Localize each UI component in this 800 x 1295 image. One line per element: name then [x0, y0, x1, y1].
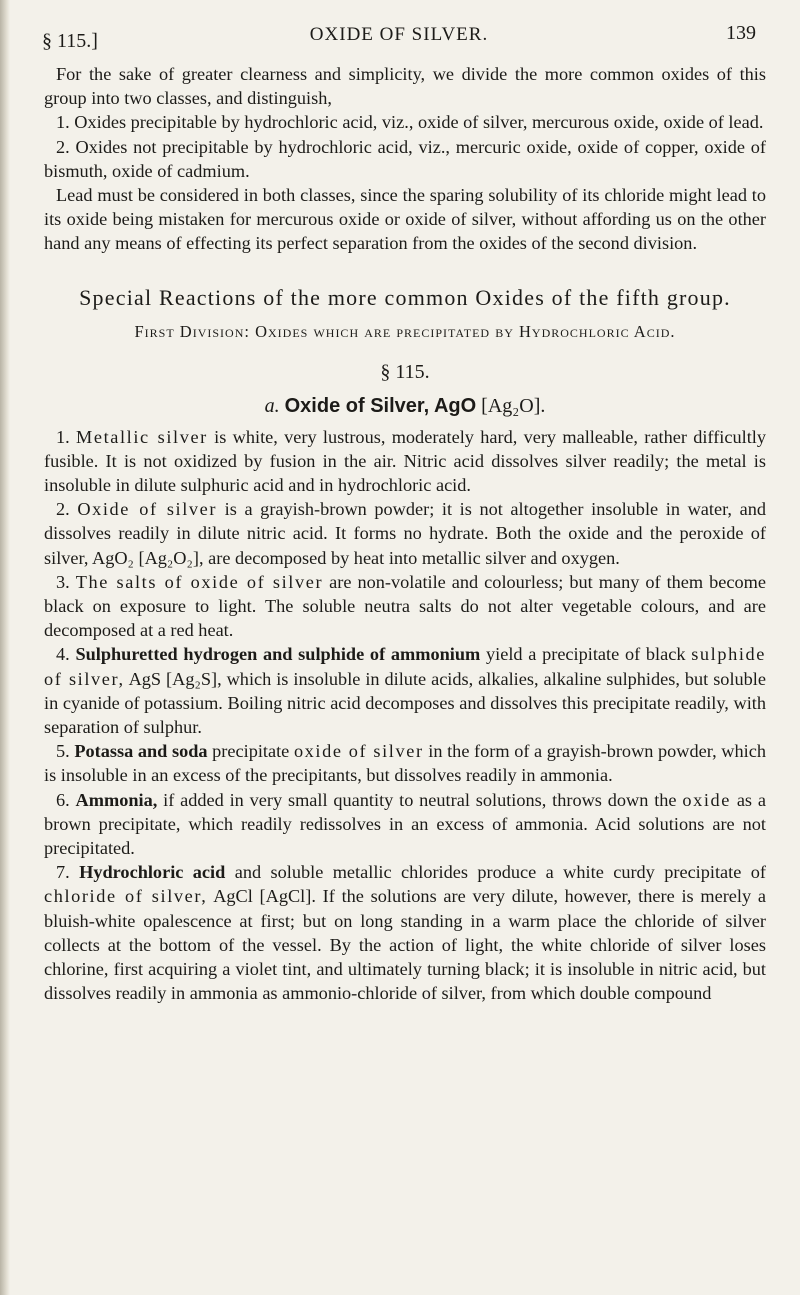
intro-item-1: 1. Oxides precipitable by hydrochloric acid, viz., oxide of silver, mercurous oxide, oxide of lead. — [56, 112, 764, 133]
reaction-reagent: Potassa and soda — [74, 741, 208, 762]
subsection-letter: a. — [264, 394, 280, 417]
page-number: 139 — [726, 22, 756, 44]
reaction-number: 1. — [56, 426, 70, 447]
reaction-term: Oxide of silver — [77, 499, 218, 520]
page-header — [42, 18, 756, 52]
reaction-text: is a grayish-brown powder; it is not altogether insoluble in water, and dissolves readily in dilute nitric acid. It forms no hydrate. Both the oxide and the peroxide of silver, AgO₂ [Ag₂O₂], are decomposed by heat into metallic silver and oxygen. — [44, 499, 766, 568]
reaction-number: 4. — [56, 644, 70, 665]
subsection-title: Oxide of Silver, AgO — [284, 394, 477, 417]
reaction-text: is white, very lustrous, moderately hard, very malleable, rather difficultly fusible. It is not oxidized by fusion in the air. Nitric acid dissolves silver readily; the metal is insoluble in dilute sulphuric acid and in hydrochloric acid. — [44, 426, 766, 496]
intro-paragraph-lead: Lead must be considered in both classes, since the sparing solubility of its chloride might lead to its oxide being mistaken for mercurous oxide or oxide of silver, without affording us on the other hand any means of effecting its perfect separation from the oxides of the second division. — [44, 185, 766, 254]
intro-item-2: 2. Oxides not precipitable by hydrochloric acid, viz., mercuric oxide, oxide of copper, oxide of bismuth, oxide of cadmium. — [44, 136, 766, 181]
reaction-reagent: Sulphuretted hydrogen and sulphide of ammonium — [75, 644, 481, 665]
reaction-number: 3. — [56, 571, 70, 592]
reaction-term: The salts of oxide of silver — [75, 571, 324, 592]
reaction-number: 2. — [56, 499, 70, 520]
reaction-text: AgS [Ag₂S], which is insoluble in dilute acids, alkalies, alkaline sulphides, but soluble in cyanide of potassium. Boiling nitric acid decomposes and dissolves this precipitate readily, with separation of sulphur. — [44, 668, 766, 738]
reaction-number: 7. — [56, 862, 70, 883]
reaction-3 — [44, 570, 766, 643]
reaction-product: oxide — [682, 789, 731, 810]
reaction-text: are non-volatile and colourless; but many of them become black on exposure to light. The soluble neutra salts do not alter vegetable colours, and are decomposed at a red heat. — [44, 571, 766, 641]
reaction-reagent: Ammonia, — [75, 789, 158, 810]
reaction-number: 5. — [56, 741, 70, 762]
reaction-2 — [44, 497, 766, 570]
reaction-mid-text: if added in very small quantity to neutral solutions, throws down the — [163, 789, 677, 810]
reaction-mid-text: precipitate — [212, 741, 290, 762]
section-number: § 115. — [380, 360, 430, 383]
reaction-product: chloride of silver, — [44, 886, 208, 907]
reaction-reagent: Hydrochloric acid — [79, 862, 226, 883]
reaction-mid-text: yield a precipitate of black — [485, 644, 686, 665]
reaction-4 — [44, 642, 766, 739]
reaction-text: as a brown precipitate, which readily redissolves in an excess of ammonia. Acid solutions are not precipitated. — [44, 789, 766, 859]
intro-paragraph: For the sake of greater clearness and simplicity, we divide the more common oxides of this group into two classes, and distinguish, — [44, 64, 766, 109]
special-reactions-heading: Special Reactions of the more common Oxides of the fifth group. — [79, 284, 731, 310]
reaction-term: Metallic silver — [76, 426, 208, 447]
subsection-formula: [Ag₂O]. — [481, 394, 546, 417]
page-binding-shadow — [0, 0, 10, 1295]
reaction-7 — [44, 860, 766, 1005]
reaction-5 — [44, 739, 766, 787]
reaction-6 — [44, 788, 766, 861]
reaction-1 — [44, 425, 766, 498]
reaction-mid-text: and soluble metallic chlorides produce a white curdy precipitate of — [234, 862, 766, 883]
reaction-product: oxide of silver — [293, 741, 424, 762]
reaction-text: AgCl [AgCl]. If the solutions are very dilute, however, there is merely a bluish-white opalescence at first; but on long standing in a warm place the chloride of silver collects at the bottom of the vessel. By the action of light, the white chloride of silver loses chlorine, first acquiring a violet tint, and ultimately turning black; it is insoluble in nitric acid, but dissolves readily in ammonia as ammonio-chloride of silver, from which double compound — [44, 886, 766, 1004]
reaction-text: in the form of a grayish-brown powder, which is insoluble in an excess of the precipitants, but dissolves readily in ammonia. — [44, 741, 766, 786]
reaction-product: sulphide of silver, — [44, 644, 766, 689]
first-division-heading: First Division: Oxides which are precipitated by Hydrochloric Acid. — [134, 321, 676, 341]
reaction-number: 6. — [56, 789, 70, 810]
section-reference: § 115.] — [42, 30, 98, 52]
page-body — [44, 62, 766, 1006]
running-title: OXIDE OF SILVER. — [309, 24, 489, 45]
subsection-heading — [44, 393, 766, 419]
